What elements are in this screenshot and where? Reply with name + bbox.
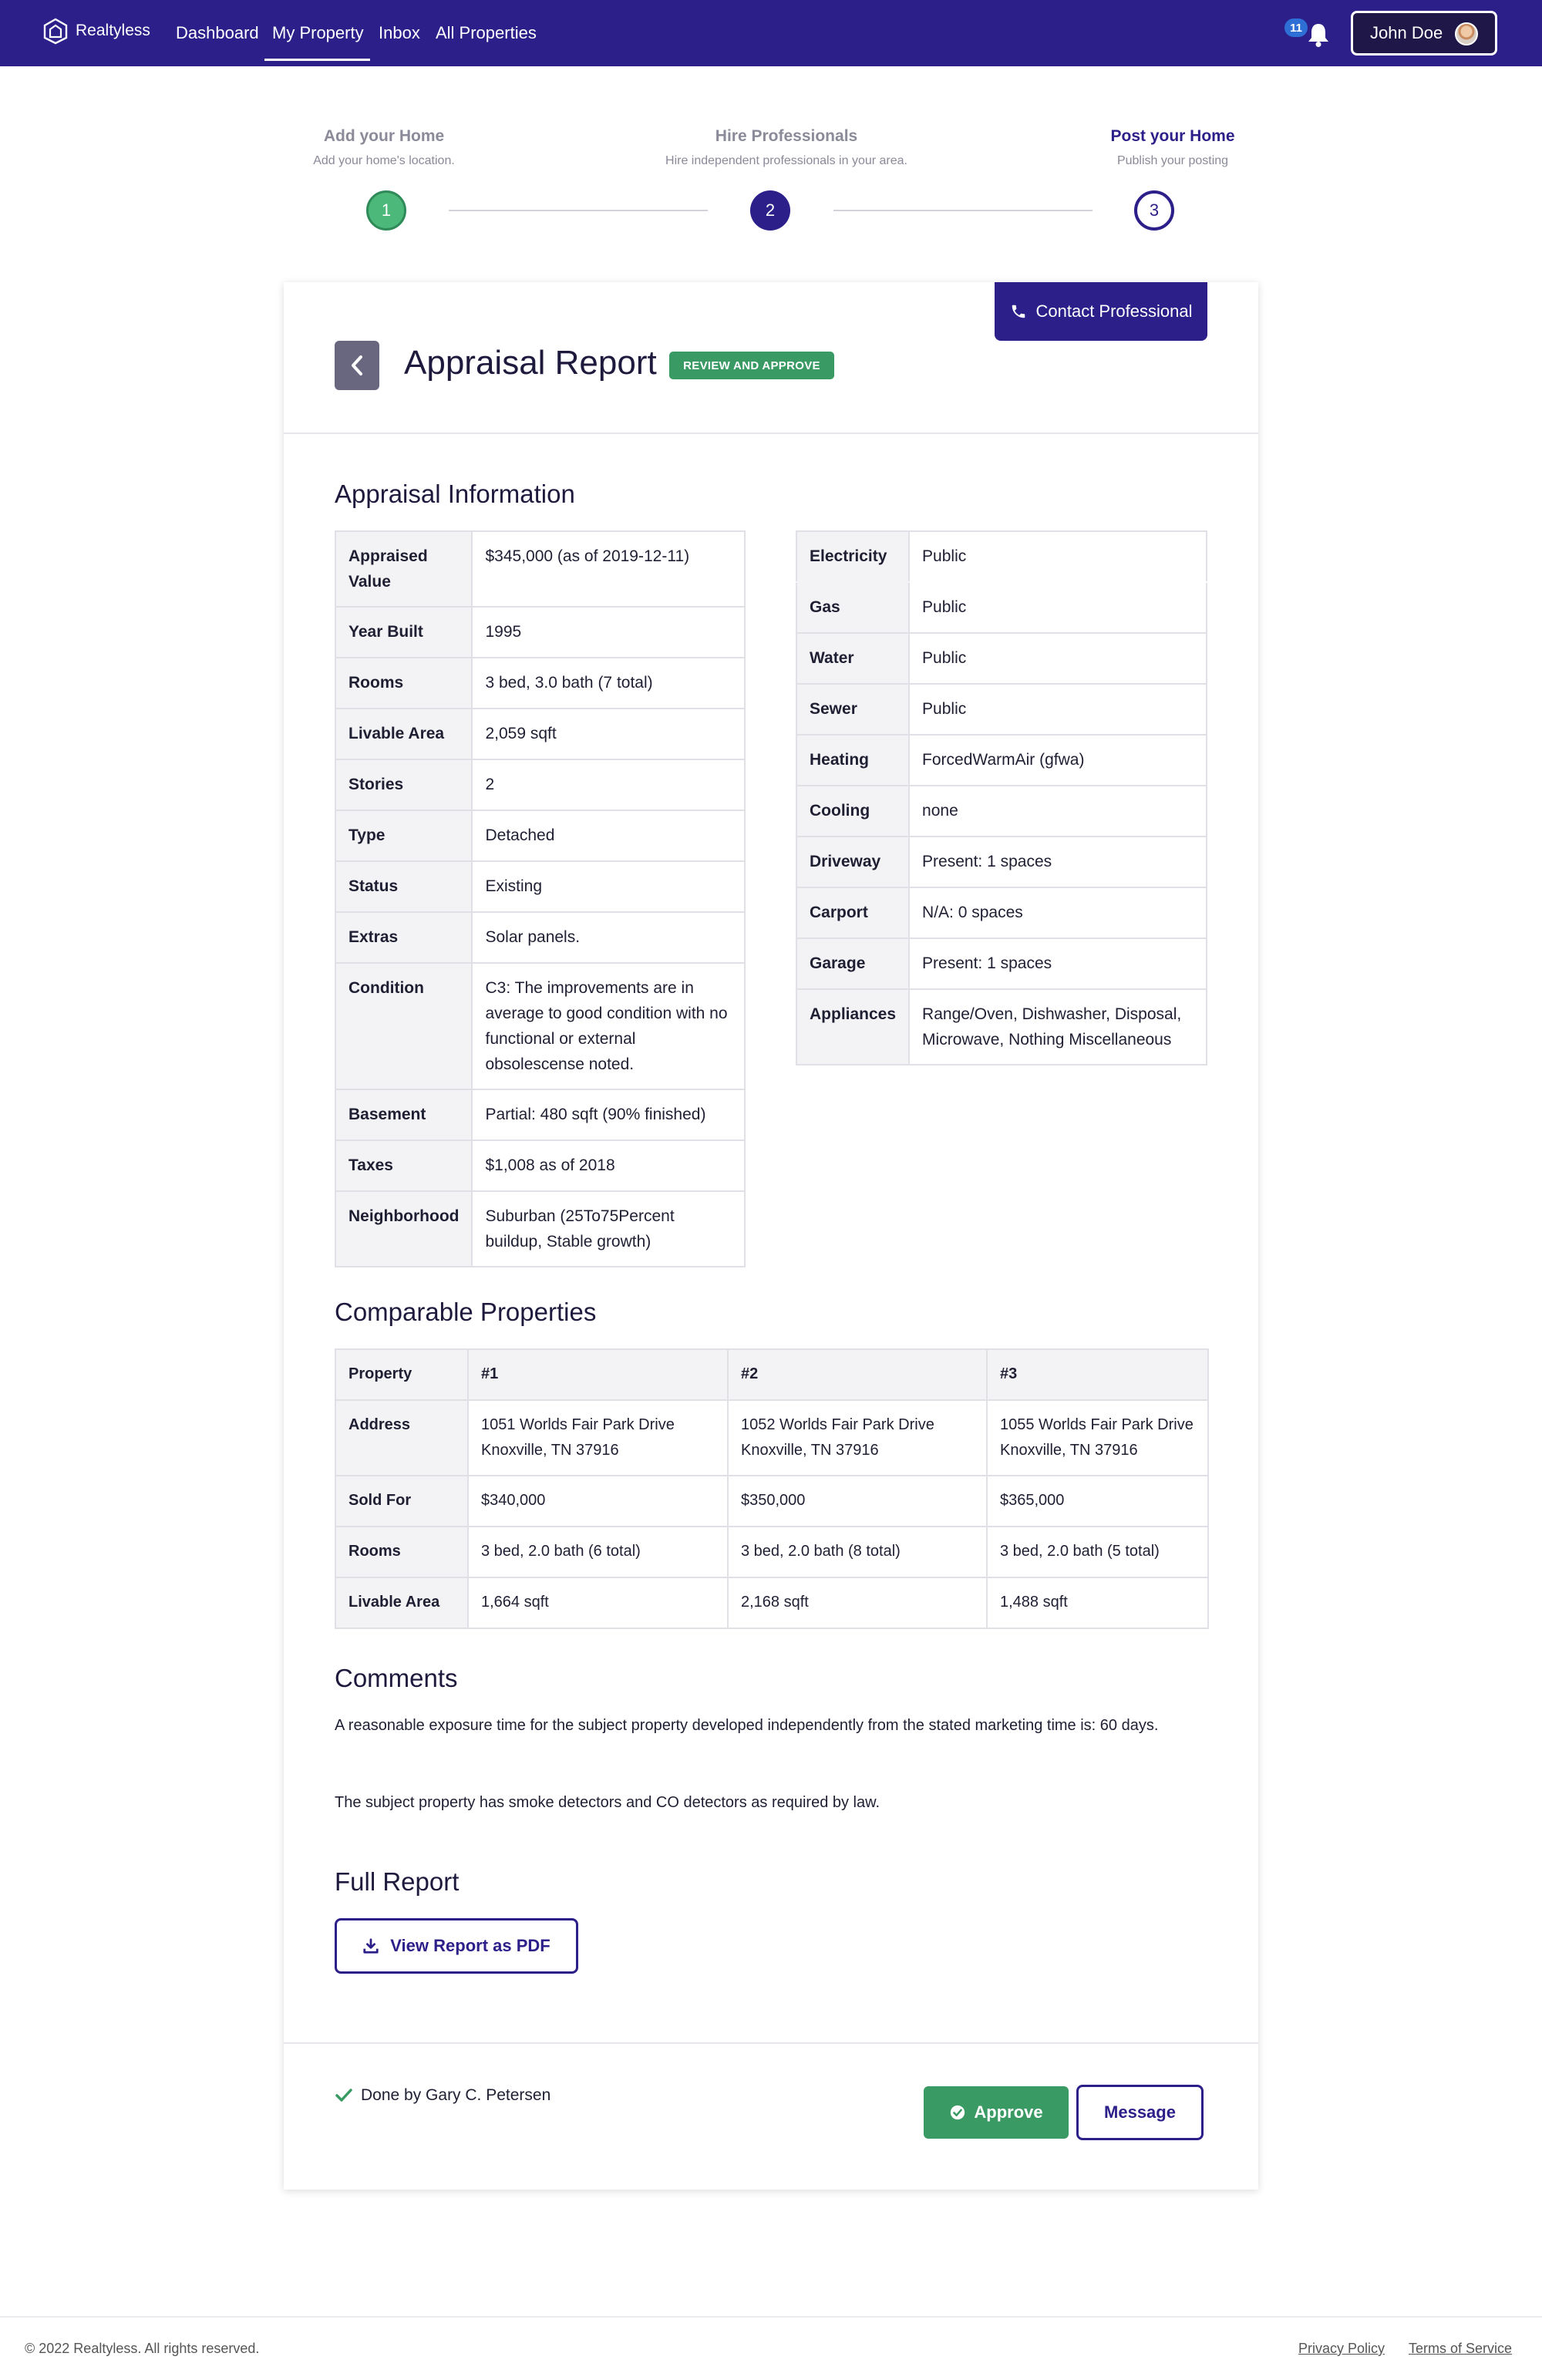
row-value: $1,008 as of 2018 bbox=[472, 1140, 745, 1191]
table-row bbox=[335, 1527, 1208, 1577]
status-badge: REVIEW AND APPROVE bbox=[669, 352, 834, 379]
table-row bbox=[335, 1191, 745, 1267]
brand-name: Realtyless bbox=[76, 22, 150, 39]
nav-all-properties[interactable]: All Properties bbox=[436, 23, 537, 42]
comment-paragraph: A reasonable exposure time for the subject property developed independently from the stated marketing time is: 60 days. bbox=[335, 1717, 1159, 1734]
approve-label: Approve bbox=[974, 2102, 1043, 2122]
back-button[interactable] bbox=[335, 341, 379, 390]
table-cell: 2,168 sqft bbox=[728, 1577, 987, 1628]
table-cell: 3 bed, 2.0 bath (6 total) bbox=[468, 1527, 728, 1577]
check-icon bbox=[335, 2088, 353, 2103]
row-value: Public bbox=[909, 531, 1207, 582]
utilities-body bbox=[796, 531, 1207, 1065]
column-header: #2 bbox=[728, 1349, 987, 1400]
table-cell: 1052 Worlds Fair Park Drive Knoxville, TN 37916 bbox=[728, 1400, 987, 1476]
house-logo-icon bbox=[42, 17, 69, 45]
row-value: Present: 1 spaces bbox=[909, 837, 1207, 887]
row-label: Status bbox=[335, 861, 472, 912]
brand-logo[interactable] bbox=[42, 17, 150, 45]
contact-professional-label: Contact Professional bbox=[1035, 301, 1193, 321]
bell-icon[interactable] bbox=[1306, 22, 1331, 48]
row-label: Gas bbox=[796, 582, 909, 633]
row-value: ForcedWarmAir (gfwa) bbox=[909, 735, 1207, 786]
row-value: Partial: 480 sqft (90% finished) bbox=[472, 1089, 745, 1140]
step-3-circle[interactable]: 3 bbox=[1134, 190, 1174, 231]
copyright: © 2022 Realtyless. All rights reserved. bbox=[25, 2341, 260, 2356]
table-row bbox=[335, 861, 745, 912]
row-value: Present: 1 spaces bbox=[909, 938, 1207, 989]
column-header: Property bbox=[335, 1349, 468, 1400]
table-row bbox=[796, 786, 1207, 837]
row-label: Driveway bbox=[796, 837, 909, 887]
table-cell: $350,000 bbox=[728, 1476, 987, 1527]
row-label: Type bbox=[335, 810, 472, 861]
row-label: Livable Area bbox=[335, 709, 472, 759]
row-label: Taxes bbox=[335, 1140, 472, 1191]
avatar bbox=[1455, 22, 1478, 45]
check-circle-icon bbox=[949, 2104, 966, 2121]
row-label: Extras bbox=[335, 912, 472, 963]
step-2-subtitle: Hire independent professionals in your area. bbox=[665, 154, 907, 167]
appraisal-details-body bbox=[335, 531, 745, 1267]
table-row bbox=[796, 938, 1207, 989]
done-by-text: Done by Gary C. Petersen bbox=[361, 2086, 551, 2104]
table-row bbox=[335, 1400, 1208, 1476]
user-name: John Doe bbox=[1370, 23, 1443, 42]
step-1-title: Add your Home bbox=[323, 127, 445, 145]
step-1-subtitle: Add your home's location. bbox=[313, 154, 455, 167]
table-row bbox=[335, 1577, 1208, 1628]
row-value: 1995 bbox=[472, 607, 745, 658]
row-value: 2,059 sqft bbox=[472, 709, 745, 759]
comparables-body bbox=[335, 1349, 1208, 1628]
row-label: Cooling bbox=[796, 786, 909, 837]
view-pdf-label: View Report as PDF bbox=[390, 1936, 550, 1955]
table-row bbox=[335, 1140, 745, 1191]
nav-my-property[interactable]: My Property bbox=[272, 23, 364, 42]
row-label: Appliances bbox=[796, 989, 909, 1065]
step-2-circle[interactable]: 2 bbox=[750, 190, 790, 231]
row-value: 3 bed, 3.0 bath (7 total) bbox=[472, 658, 745, 709]
table-cell bbox=[987, 1400, 1208, 1476]
row-label: Garage bbox=[796, 938, 909, 989]
comparables-heading: Comparable Properties bbox=[335, 1298, 597, 1326]
privacy-policy-link[interactable]: Privacy Policy bbox=[1298, 2341, 1385, 2356]
row-value: C3: The improvements are in average to good condition with no functional or external obsolescense noted. bbox=[472, 963, 745, 1089]
step-1-circle[interactable]: 1 bbox=[366, 190, 406, 231]
row-value: N/A: 0 spaces bbox=[909, 887, 1207, 938]
row-value: Detached bbox=[472, 810, 745, 861]
table-row bbox=[335, 759, 745, 810]
row-value: Existing bbox=[472, 861, 745, 912]
row-label: Heating bbox=[796, 735, 909, 786]
row-label: Water bbox=[796, 633, 909, 684]
user-menu-button[interactable] bbox=[1351, 11, 1497, 56]
nav-dashboard[interactable]: Dashboard bbox=[176, 23, 259, 42]
top-nav bbox=[0, 0, 1542, 66]
active-nav-indicator bbox=[264, 59, 370, 61]
phone-icon bbox=[1010, 303, 1027, 320]
appraisal-info-heading: Appraisal Information bbox=[335, 480, 575, 508]
table-row bbox=[796, 735, 1207, 786]
page-footer-divider bbox=[0, 2316, 1542, 2318]
footer-divider bbox=[284, 2042, 1258, 2044]
step-2-title: Hire Professionals bbox=[715, 127, 858, 145]
row-label: Rooms bbox=[335, 1527, 468, 1577]
comment-paragraph: The subject property has smoke detectors and CO detectors as required by law. bbox=[335, 1794, 880, 1811]
step-3-subtitle: Publish your posting bbox=[1116, 154, 1229, 167]
row-label: Sewer bbox=[796, 684, 909, 735]
table-row bbox=[335, 810, 745, 861]
notification-badge: 11 bbox=[1284, 19, 1308, 37]
table-row bbox=[335, 607, 745, 658]
table-row bbox=[796, 887, 1207, 938]
row-label: Address bbox=[335, 1400, 468, 1476]
step-connector-2 bbox=[833, 210, 1093, 211]
nav-inbox[interactable]: Inbox bbox=[379, 23, 420, 42]
table-row bbox=[335, 1476, 1208, 1527]
row-label: Carport bbox=[796, 887, 909, 938]
step-connector-1 bbox=[449, 210, 708, 211]
table-row bbox=[796, 837, 1207, 887]
step-3-title: Post your Home bbox=[1110, 127, 1235, 145]
terms-of-service-link[interactable]: Terms of Service bbox=[1409, 2341, 1513, 2356]
approve-button[interactable] bbox=[924, 2086, 1069, 2139]
row-label: Rooms bbox=[335, 658, 472, 709]
download-icon bbox=[362, 1937, 379, 1954]
table-row bbox=[796, 582, 1207, 633]
row-value: Public bbox=[909, 633, 1207, 684]
table-header-row bbox=[335, 1349, 1208, 1400]
table-cell: $365,000 bbox=[987, 1476, 1208, 1527]
row-label: Sold For bbox=[335, 1476, 468, 1527]
row-value: 2 bbox=[472, 759, 745, 810]
row-label: Electricity bbox=[796, 531, 909, 582]
row-value: Public bbox=[909, 582, 1207, 633]
row-label: Livable Area bbox=[335, 1577, 468, 1628]
table-row bbox=[335, 658, 745, 709]
table-row bbox=[796, 989, 1207, 1065]
chevron-left-icon bbox=[348, 354, 366, 377]
table-cell: 3 bed, 2.0 bath (8 total) bbox=[728, 1527, 987, 1577]
row-label: Appraised Value bbox=[335, 531, 472, 607]
page-title: Appraisal Report bbox=[404, 344, 657, 382]
table-cell: 1,664 sqft bbox=[468, 1577, 728, 1628]
row-label: Neighborhood bbox=[335, 1191, 472, 1267]
row-value: Solar panels. bbox=[472, 912, 745, 963]
header-divider bbox=[284, 433, 1258, 434]
comparables-table bbox=[335, 1348, 1209, 1629]
done-by bbox=[335, 2086, 550, 2105]
row-value: Public bbox=[909, 684, 1207, 735]
column-header: #1 bbox=[468, 1349, 728, 1400]
table-row bbox=[335, 963, 745, 1089]
table-row bbox=[335, 1089, 745, 1140]
utilities-table bbox=[796, 530, 1207, 1065]
contact-professional-button[interactable] bbox=[995, 282, 1207, 341]
table-cell: 3 bed, 2.0 bath (5 total) bbox=[987, 1527, 1208, 1577]
row-label: Stories bbox=[335, 759, 472, 810]
row-label: Condition bbox=[335, 963, 472, 1089]
table-cell: 1051 Worlds Fair Park Drive Knoxville, TN 37916 bbox=[468, 1400, 728, 1476]
full-report-heading: Full Report bbox=[335, 1867, 460, 1896]
row-label: Basement bbox=[335, 1089, 472, 1140]
table-row bbox=[796, 633, 1207, 684]
row-value: none bbox=[909, 786, 1207, 837]
view-pdf-button[interactable] bbox=[335, 1918, 578, 1974]
row-label: Year Built bbox=[335, 607, 472, 658]
row-value: Range/Oven, Dishwasher, Disposal, Microwave, Nothing Miscellaneous bbox=[909, 989, 1207, 1065]
row-value: $345,000 (as of 2019-12-11) bbox=[472, 531, 745, 607]
table-row bbox=[335, 912, 745, 963]
table-row bbox=[335, 709, 745, 759]
column-header: #3 bbox=[987, 1349, 1208, 1400]
message-button[interactable]: Message bbox=[1076, 2085, 1204, 2140]
address-line: 1055 Worlds Fair Park Drive Knoxville, TN 37916 bbox=[1000, 1416, 1194, 1459]
table-row bbox=[335, 531, 745, 607]
comments-heading: Comments bbox=[335, 1664, 458, 1692]
appraisal-details-table bbox=[335, 530, 746, 1267]
table-cell: $340,000 bbox=[468, 1476, 728, 1527]
row-value: Suburban (25To75Percent buildup, Stable growth) bbox=[472, 1191, 745, 1267]
table-cell: 1,488 sqft bbox=[987, 1577, 1208, 1628]
table-row bbox=[796, 531, 1207, 582]
table-row bbox=[796, 684, 1207, 735]
